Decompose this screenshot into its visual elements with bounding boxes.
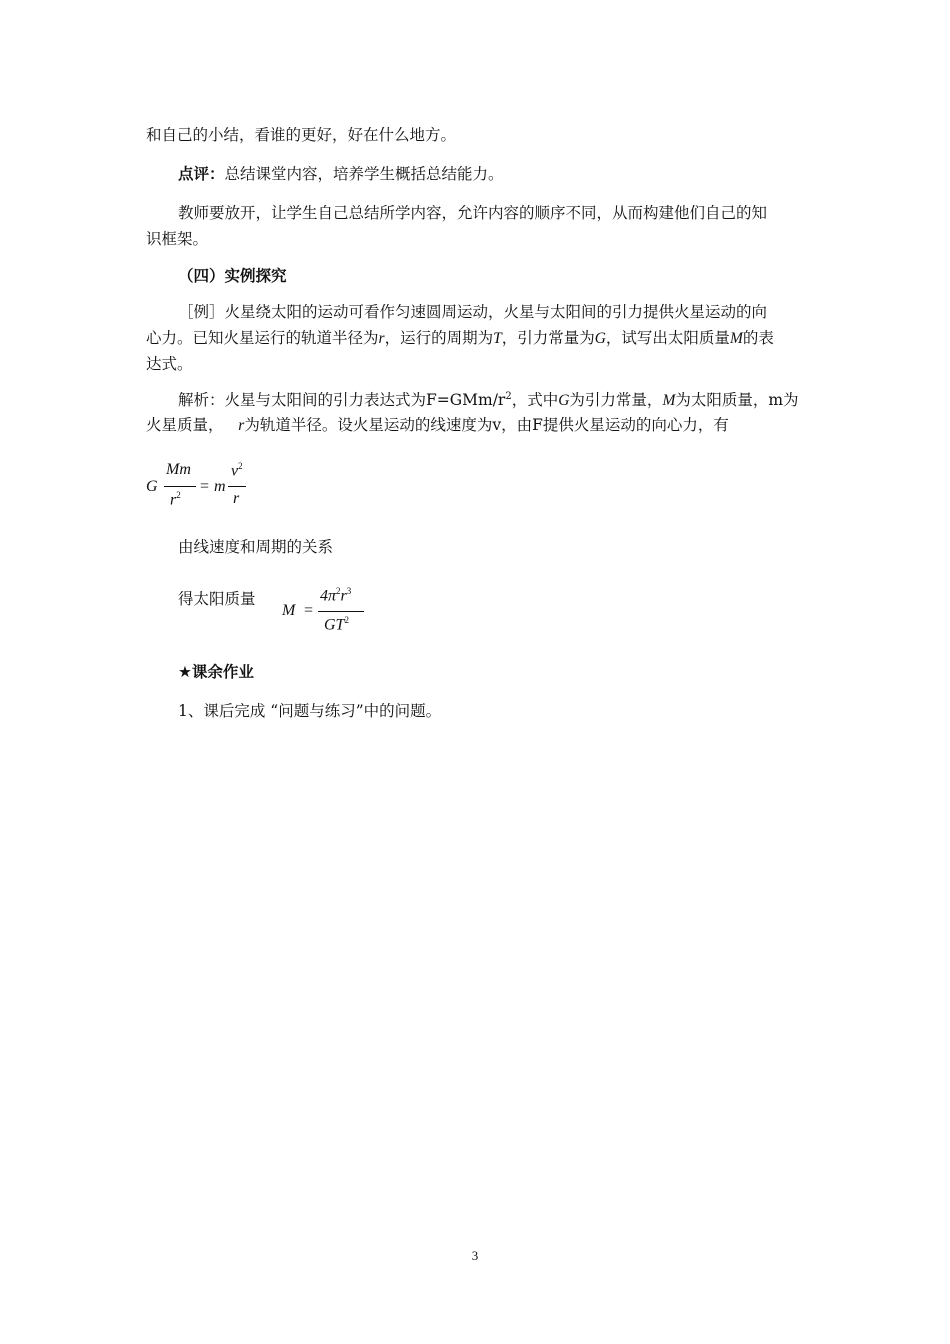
equation-sun-mass <box>282 584 382 640</box>
symbol-M: M <box>729 330 743 347</box>
eq-num-left-text: Mm <box>166 461 191 478</box>
symbol-T: T <box>493 330 502 347</box>
example-text: ，引力常量为 <box>501 329 595 347</box>
example-text: 的表 <box>742 329 774 347</box>
homework-item <box>178 700 441 722</box>
fraction-bar <box>164 486 196 487</box>
eq-num-r: r <box>340 587 347 605</box>
page-number: 3 <box>471 1248 479 1263</box>
solution-text: 火星质量， <box>146 416 224 434</box>
eq-denominator <box>324 615 349 634</box>
eq-num-right-text: v <box>231 462 239 480</box>
paragraph-text: 和自己的小结，看谁的更好，好在什么地方。 <box>146 126 457 144</box>
eq-m: m <box>214 478 226 495</box>
eq-M: M <box>282 602 296 619</box>
solution-text: 解析：火星与太阳间的引力表达式为F=GMm/r <box>178 391 506 409</box>
example-line3 <box>146 353 193 375</box>
paragraph-review <box>178 163 504 185</box>
paragraph-summary-end <box>146 124 456 146</box>
eq-equals: = <box>200 478 210 495</box>
eq-sup: 2 <box>176 490 181 500</box>
solution-line2 <box>146 414 729 437</box>
homework-item-text: 1、课后完成 “问题与练习”中的问题。 <box>178 702 442 720</box>
result-text: 得太阳质量 <box>178 590 256 608</box>
paragraph-teacher-line1 <box>178 202 767 224</box>
section-title: （四）实例探究 <box>178 267 287 285</box>
eq-num-right <box>231 461 243 480</box>
eq-sup: 2 <box>238 461 243 471</box>
eq-num-text: 4π <box>320 587 337 605</box>
eq-sup: 3 <box>346 586 352 596</box>
example-text: ，试写出太阳质量 <box>605 329 730 347</box>
eq-den-left <box>170 490 181 509</box>
paragraph-text: 教师要放开，让学生自己总结所学内容，允许内容的顺序不同，从而构建他们自己的知 <box>178 204 768 222</box>
paragraph-text: 识框架。 <box>146 230 209 248</box>
equation-centripetal <box>146 458 266 518</box>
solution-text: 为太阳质量，m为 <box>675 391 799 409</box>
homework-title: ★课余作业 <box>178 663 254 681</box>
solution-line1 <box>178 389 799 412</box>
symbol-G: G <box>558 392 570 409</box>
eq-num-left <box>166 461 191 479</box>
symbol-G: G <box>594 330 606 347</box>
section-heading <box>178 265 287 287</box>
homework-heading <box>178 661 254 683</box>
eq-numerator <box>320 586 351 605</box>
superscript: 2 <box>505 390 512 402</box>
solution-text: ，式中 <box>511 391 559 409</box>
eq-den-left-text: r <box>170 491 177 509</box>
symbol-r: r <box>238 417 245 434</box>
review-label: 点评： <box>178 165 225 183</box>
eq-den-right: r <box>233 490 240 507</box>
solution-text: 为引力常量， <box>569 391 663 409</box>
fraction-bar <box>318 611 364 612</box>
eq-G: G <box>146 478 158 495</box>
fraction-bar <box>228 486 246 487</box>
example-line2 <box>146 327 774 350</box>
example-text: 达式。 <box>146 355 193 373</box>
example-text: ［例］火星绕太阳的运动可看作匀速圆周运动，火星与太阳间的引力提供火星运动的向 <box>178 303 768 321</box>
symbol-M: M <box>662 392 676 409</box>
solution-text: 为轨道半径。设火星运动的线速度为v，由F提供火星运动的向心力，有 <box>244 416 729 434</box>
symbol-r: r <box>378 330 385 347</box>
example-line1 <box>178 301 767 323</box>
relation-text: 由线速度和周期的关系 <box>178 538 334 556</box>
result-line <box>178 588 256 610</box>
review-text: 总结课堂内容，培养学生概括总结能力。 <box>224 165 504 183</box>
example-text: 心力。已知火星运行的轨道半径为 <box>146 329 379 347</box>
eq-sup: 2 <box>344 615 349 625</box>
eq-den-text: GT <box>324 616 345 634</box>
example-text: ，运行的周期为 <box>384 329 494 347</box>
eq-equals: = <box>304 602 314 619</box>
eq-sup: 2 <box>336 586 341 596</box>
paragraph-teacher-line2 <box>146 228 208 250</box>
relation-line <box>178 536 333 558</box>
